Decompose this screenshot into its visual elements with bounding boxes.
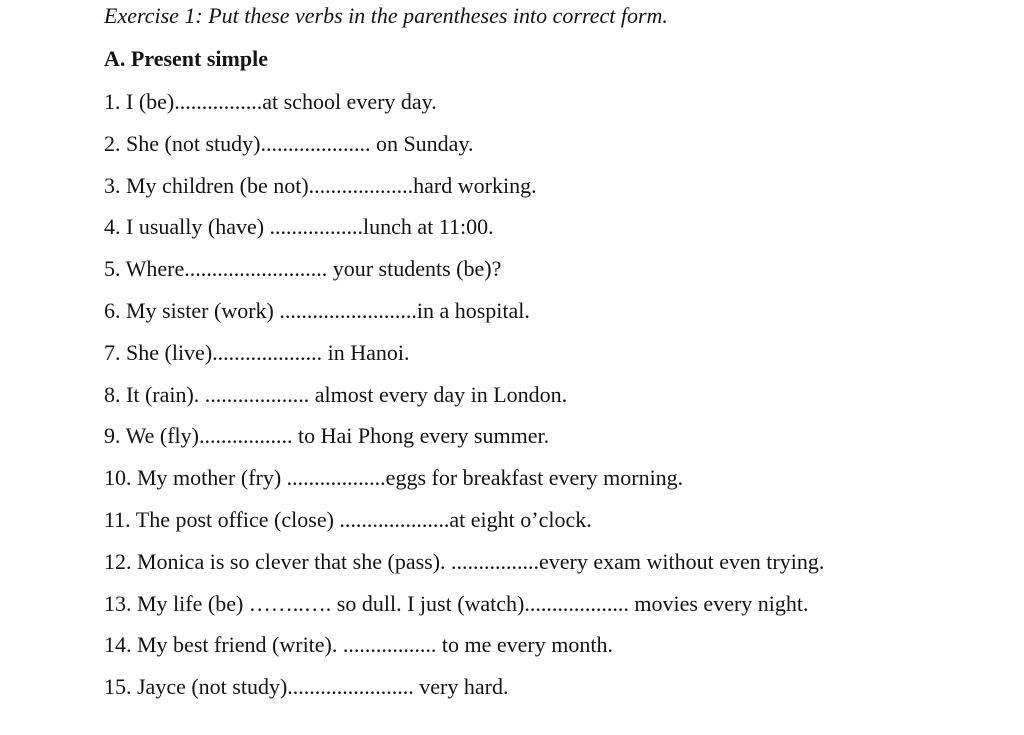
exercise-item-3: 3. My children (be not)...................hard working. <box>104 172 537 198</box>
exercise-item-10: 10. My mother (fry) ..................eggs for breakfast every morning. <box>104 465 684 491</box>
exercise-item-11: 11. The post office (close) ....................at eight o’clock. <box>104 506 592 532</box>
exercise-item-4: 4. I usually (have) .................lunch at 11:00. <box>104 214 494 240</box>
exercise-item-2: 2. She (not study).................... on Sunday. <box>104 130 474 156</box>
exercise-item-13: 13. My life (be) ……..…. so dull. I just (watch)................... movies every night. <box>104 590 809 616</box>
exercise-item-14: 14. My best friend (write). ................. to me every month. <box>104 632 613 658</box>
exercise-item-9: 9. We (fly)................. to Hai Phong every summer. <box>104 423 550 449</box>
exercise-item-15: 15. Jayce (not study)....................... very hard. <box>104 674 509 700</box>
exercise-title: Exercise 1: Put these verbs in the parentheses into correct form. <box>104 3 668 28</box>
exercise-item-1: 1. I (be)................at school every day. <box>104 89 437 114</box>
exercise-item-8: 8. It (rain). ................... almost every day in London. <box>104 381 568 407</box>
section-heading: A. Present simple <box>104 46 268 71</box>
exercise-item-7: 7. She (live).................... in Hanoi. <box>104 339 410 365</box>
exercise-item-6: 6. My sister (work) .........................in a hospital. <box>104 297 530 323</box>
exercise-item-5: 5. Where.......................... your students (be)? <box>104 256 502 282</box>
exercise-item-12: 12. Monica is so clever that she (pass). ................every exam without even trying. <box>104 548 825 574</box>
exercise-item-list <box>104 88 824 715</box>
